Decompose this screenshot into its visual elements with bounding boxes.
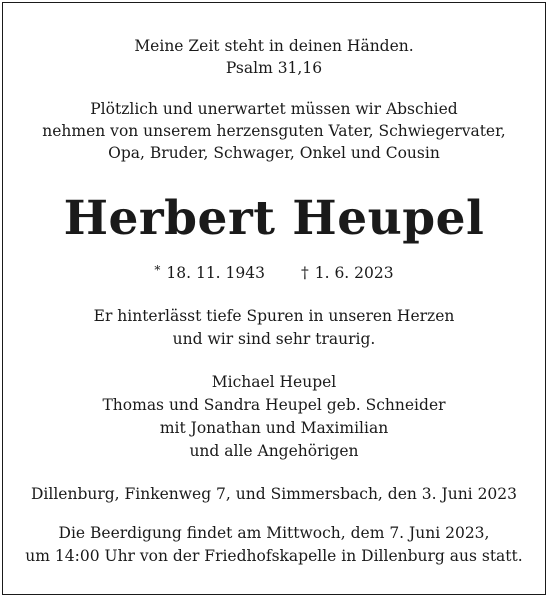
mourner-line-1: Michael Heupel xyxy=(211,373,337,391)
intro-line-2: nehmen von unserem herzensguten Vater, Schwiegervater, xyxy=(42,122,506,140)
life-dates xyxy=(3,259,545,284)
obituary-notice xyxy=(2,2,546,595)
funeral-line-1: Die Beerdigung findet am Mittwoch, dem 7. Juni 2023, xyxy=(58,524,490,542)
intro-line-1: Plötzlich und unerwartet müssen wir Abschied xyxy=(90,100,458,118)
death-date: 1. 6. 2023 xyxy=(314,264,394,282)
motto-line-1: Meine Zeit steht in deinen Händen. xyxy=(134,37,414,55)
message-line-1: Er hinterlässt tiefe Spuren in unseren Herzen xyxy=(93,307,455,325)
birth-date: 18. 11. 1943 xyxy=(166,264,265,282)
birth-symbol: * xyxy=(154,263,161,277)
funeral-line-2: um 14:00 Uhr von der Friedhofskapelle in Dillenburg aus statt. xyxy=(25,547,523,565)
mourner-line-3: mit Jonathan und Maximilian xyxy=(159,419,389,437)
place-date: Dillenburg, Finkenweg 7, und Simmersbach, den 3. Juni 2023 xyxy=(30,485,518,503)
mourner-line-4: und alle Angehörigen xyxy=(189,442,359,460)
death-symbol: † xyxy=(300,264,309,282)
motto-line-2: Psalm 31,16 xyxy=(225,59,323,77)
intro-line-3: Opa, Bruder, Schwager, Onkel und Cousin xyxy=(108,144,440,162)
mourner-line-2: Thomas und Sandra Heupel geb. Schneider xyxy=(102,396,446,414)
deceased-name: Herbert Heupel xyxy=(63,191,485,246)
message-line-2: und wir sind sehr traurig. xyxy=(172,330,376,348)
